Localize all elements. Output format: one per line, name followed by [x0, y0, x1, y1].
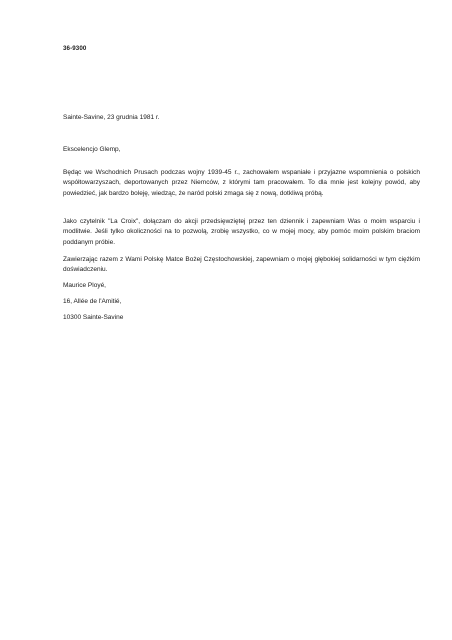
signature-address-line-1: 16, Allée de l'Amitié, [63, 298, 122, 305]
salutation: Ekscelencjo Glemp, [63, 146, 121, 153]
signature-address-line-2: 10300 Sainte-Savine [63, 314, 124, 321]
signature-name: Maurice Ployé, [63, 282, 106, 289]
reference-number: 36-9300 [63, 45, 87, 52]
letter-paragraph-3: Zawierzając razem z Wami Polskę Matce Bożej Częstochowskiej, zapewniam o mojej głębokiej solidarności w tym ciężkim doświadczeniu. [63, 255, 420, 274]
letter-paragraph-2: Jako czytelnik "La Croix", dołączam do akcji przedsięwziętej przez ten dziennik i zapewniam Was o moim wsparciu i modlitwie. Jeśli tylko okoliczności na to pozwolą, zrobię wszystko, co w mojej mocy, aby pomóc moim polskim braciom poddanym próbie. [63, 217, 420, 246]
place-and-date: Sainte-Savine, 23 grudnia 1981 r. [63, 114, 160, 121]
letter-paragraph-1: Będąc we Wschodnich Prusach podczas wojny 1939-45 r., zachowałem wspaniałe i przyjazne wspomnienia o polskich współtowarzyszach, deportowanych przez Niemców, z którymi tam pracowałem. To dla mnie jest kolejny powód, aby powiedzieć, jak bardzo boleję, wiedząc, że naród polski zmaga się z nową, dotkliwą próbą. [63, 168, 420, 197]
